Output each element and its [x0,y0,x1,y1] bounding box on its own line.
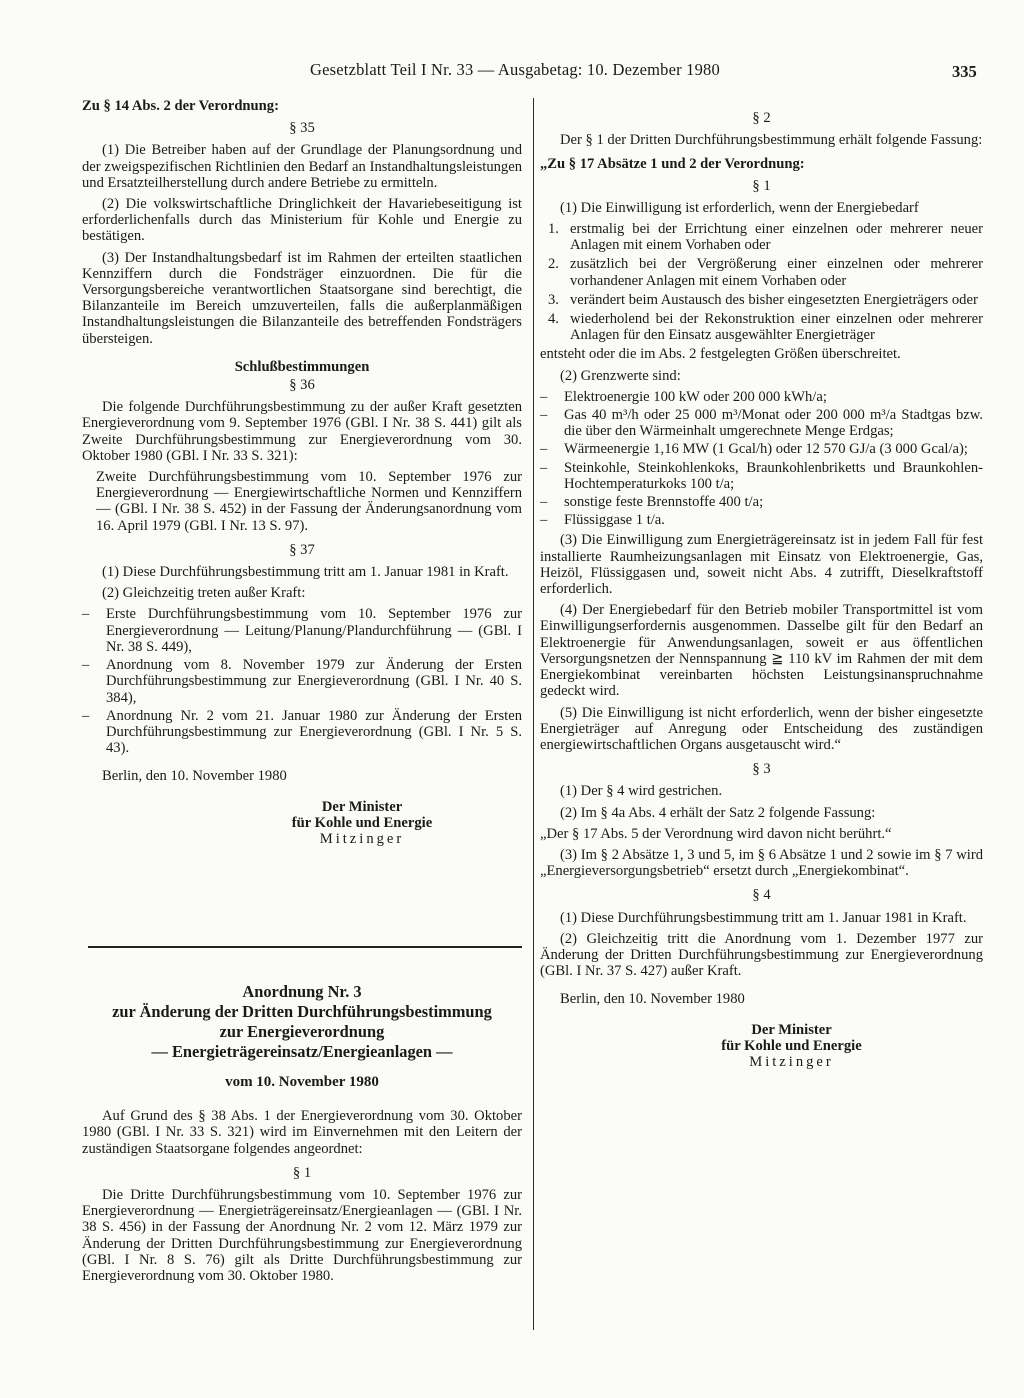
right-column [540,108,983,1070]
running-header: Gesetzblatt Teil I Nr. 33 — Ausgabetag: 10. Dezember 1980 [310,60,720,79]
paragraph-number: § 35 [289,120,315,137]
document-title: zur Energieverordnung [219,1022,385,1041]
paragraph-text: (2) Gleichzeitig tritt die Anordnung vom 1. Dezember 1977 zur Änderung der Dritten Durchführungsbestimmung zur Energieverordnung (GBl. I Nr. 37 S. 427) außer Kraft. [540,930,983,980]
signer-title: Der Minister [321,798,403,815]
dash-marker: – [540,494,548,511]
paragraph-text: (2) Im § 4a Abs. 4 erhält der Satz 2 folgende Fassung: [560,804,876,821]
paragraph-text: (3) Der Instandhaltungsbedarf ist im Rahmen der erteilten staatlichen Kennziffern durch die Fondsträger einzuordnen. Die für die Versorgungsbereiche verantwortlichen Staatsorgane sind berechtigt, die Bilanzanteile im Bereich umzuverteilen, falls die außerplanmäßigen Instandhaltungsleistungen die Bilanzanteile des betreffenden Fondsträgers übersteigen. [82,249,522,347]
place-date: Berlin, den 10. November 1980 [560,991,745,1008]
signer-name: Mitzinger [749,1053,834,1070]
quoted-text: „Der § 17 Abs. 5 der Verordnung wird davon nicht berührt.“ [540,825,892,842]
list-item: 4. wiederholend bei der Rekonstruktion einer einzelnen oder mehrerer Anlagen für den Einsatz ausgewählter Energieträger [548,311,983,344]
paragraph-text: Der § 1 der Dritten Durchführungsbestimmung erhält folgende Fassung: [560,132,983,149]
list-item: – Anordnung Nr. 2 vom 21. Januar 1980 zur Änderung der Ersten Durchführungsbestimmung zur Energieverordnung (GBl. I Nr. 5 S. 43). [82,707,522,757]
dash-marker: – [82,606,90,623]
paragraph-number: § 3 [752,761,771,778]
page-number: 335 [952,62,977,81]
list-item: – Wärmeenergie 1,16 MW (1 Gcal/h) oder 12 570 GJ/a (3 000 Gcal/a); [540,441,968,458]
signer-title: für Kohle und Energie [721,1037,862,1054]
paragraph-text: (1) Diese Durchführungsbestimmung tritt am 1. Januar 1981 in Kraft. [560,909,967,926]
paragraph-number: § 1 [292,1164,312,1181]
paragraph-number: § 1 [752,177,771,194]
list-item: – Elektroenergie 100 kW oder 200 000 kWh/a; [540,388,827,405]
paragraph-text: entsteht oder die im Abs. 2 festgelegten Größen überschreitet. [540,346,901,363]
signer-name: Mitzinger [319,830,405,847]
paragraph-text: Die folgende Durchführungsbestimmung zu der außer Kraft gesetzten Energieverordnung vom 9. September 1976 (GBl. I Nr. 38 S. 441) gilt als Zweite Durchführungsbestimmung zur Energieverordnung vom 30. Oktober 1980 (GBl. I Nr. 33 S. 321): [82,399,522,464]
section-heading: „Zu § 17 Absätze 1 und 2 der Verordnung: [540,156,805,173]
paragraph-text: Die Dritte Durchführungsbestimmung vom 10. September 1976 zur Energieverordnung — Energieträgereinsatz/Energieanlagen — (GBl. I Nr. 38 S. 456) in der Fassung der Anordnung Nr. 2 vom 12. März 1979 zur Änderung der Dritten Durchführungsbestimmung zur Energieverordnung (GBl. I Nr. 8 S. 76) gilt als Dritte Durchführungsbestimmung zur Energieverordnung vom 30. Oktober 1980. [82,1187,522,1285]
list-item: 2. zusätzlich bei der Vergrößerung einer einzelnen oder mehrerer vorhandener Anlagen mit einem Vorhaben oder [548,256,983,289]
paragraph-text: (2) Grenzwerte sind: [560,367,681,384]
signer-title: für Kohle und Energie [291,814,433,831]
paragraph-text: (4) Der Energiebedarf für den Betrieb mobiler Transportmittel ist vom Einwilligungserfordernis ausgenommen. Dasselbe gilt für den Bedarf an Elektroenergie für Anwendungsanlagen, soweit er aus öffentlichen Versorgungsnetzen der Nennspannung ≧ 110 kV im Rahmen der mit dem Energiekombinat vereinbarten höchsten Leistungsinanspruchnahme gedeckt wird. [540,602,983,700]
paragraph-text: (1) Diese Durchführungsbestimmung tritt am 1. Januar 1981 in Kraft. [102,564,509,581]
paragraph-text: (1) Die Betreiber haben auf der Grundlage der Planungsordnung und der zweigspezifischen Richtlinien den Bedarf an Instandhaltungsleistungen und Ersatzteilherstellung durch andere Betriebe zu ermitteln. [82,142,522,191]
paragraph-number: § 36 [289,377,315,394]
list-item: – Gas 40 m³/h oder 25 000 m³/Monat oder 200 000 m³/a Stadtgas bzw. die über den Wärmeinhalt umgerechnete Menge Erdgas; [540,407,983,440]
dash-marker: – [540,441,548,458]
anordnung-block [82,982,522,1289]
dash-marker: – [540,388,548,405]
document-title: zur Änderung der Dritten Durchführungsbestimmung [112,1002,492,1021]
document-subtitle: — Energieträgereinsatz/Energieanlagen — [151,1042,453,1061]
signer-title: Der Minister [751,1021,832,1038]
left-column [82,98,522,847]
paragraph-text: (1) Der § 4 wird gestrichen. [560,783,723,800]
list-item: – Anordnung vom 8. November 1979 zur Änderung der Ersten Durchführungsbestimmung zur Energieverordnung (GBl. I Nr. 40 S. 384), [82,657,522,706]
paragraph-text: (3) Die Einwilligung zum Energieträgereinsatz ist in jedem Fall für fest installierte Raumheizungsanlagen mit Einsatz von Elektroenergie, Gas, Heizöl, Flüssiggasen und, soweit nicht Abs. 4 zutrifft, Dieselkraftstoff erforderlich. [540,532,983,598]
paragraph-text: (1) Die Einwilligung ist erforderlich, wenn der Energiebedarf [560,199,919,216]
section-heading: Zu § 14 Abs. 2 der Verordnung: [82,98,279,114]
document-title: Anordnung Nr. 3 [242,982,362,1001]
list-item: – Erste Durchführungsbestimmung vom 10. September 1976 zur Energieverordnung — Leitung/Planung/Plandurchführung — (GBl. I Nr. 38 S. 449), [82,606,522,655]
list-item: – Steinkohle, Steinkohlenkoks, Braunkohlenbriketts und Braunkohlen-Hochtemperaturkoks 100 t/a; [540,459,983,492]
paragraph-number: § 4 [752,887,771,904]
dash-marker: – [540,459,548,476]
list-item: 3. verändert beim Austausch des bisher eingesetzten Energieträgers oder [548,291,978,308]
dash-marker: – [540,512,548,529]
dash-marker: – [82,657,90,674]
dash-marker: – [540,407,548,424]
paragraph-text: (5) Die Einwilligung ist nicht erforderlich, wenn der bisher eingesetzte Energieträger auf Anregung oder Entscheidung des zuständigen energiewirtschaftlichen Organs ausgetauscht wird.“ [540,704,983,753]
paragraph-number: § 2 [752,110,771,126]
column-divider [533,98,534,1330]
document-date: vom 10. November 1980 [225,1074,379,1090]
quoted-text: Zweite Durchführungsbestimmung vom 10. September 1976 zur Energieverordnung — Energiewirtschaftliche Normen und Kennziffern — (GBl. I Nr. 38 S. 452) in der Fassung der Änderungsanordnung vom 16. April 1979 (GBl. I Nr. 13 S. 97). [96,469,522,534]
paragraph-text: (2) Die volkswirtschaftliche Dringlichkeit der Havariebeseitigung ist erforderlichenfalls durch das Ministerium für Kohle und Energie zu bestätigen. [82,196,522,245]
dash-marker: – [82,707,90,724]
list-item: 1. erstmalig bei der Errichtung einer einzelnen oder mehrerer neuer Anlagen mit einem Vorhaben oder [548,221,983,254]
paragraph-text: (2) Gleichzeitig treten außer Kraft: [102,585,306,602]
paragraph-number: § 37 [289,541,315,558]
paragraph-text: (3) Im § 2 Absätze 1, 3 und 5, im § 6 Absätze 1 und 2 sowie im § 7 wird „Energieversorgungsbetrieb“ ersetzt durch „Energiekombinat“. [540,846,983,880]
list-item: – sonstige feste Brennstoffe 400 t/a; [540,494,764,511]
section-divider [88,946,522,948]
section-heading: Schlußbestimmungen [234,358,370,375]
paragraph-text: Auf Grund des § 38 Abs. 1 der Energieverordnung vom 30. Oktober 1980 (GBl. I Nr. 33 S. 321) wird im Einvernehmen mit den Leitern der zuständigen Staatsorgane folgendes angeordnet: [82,1108,522,1157]
list-item: – Flüssiggase 1 t/a. [540,512,665,529]
place-date: Berlin, den 10. November 1980 [102,768,287,785]
